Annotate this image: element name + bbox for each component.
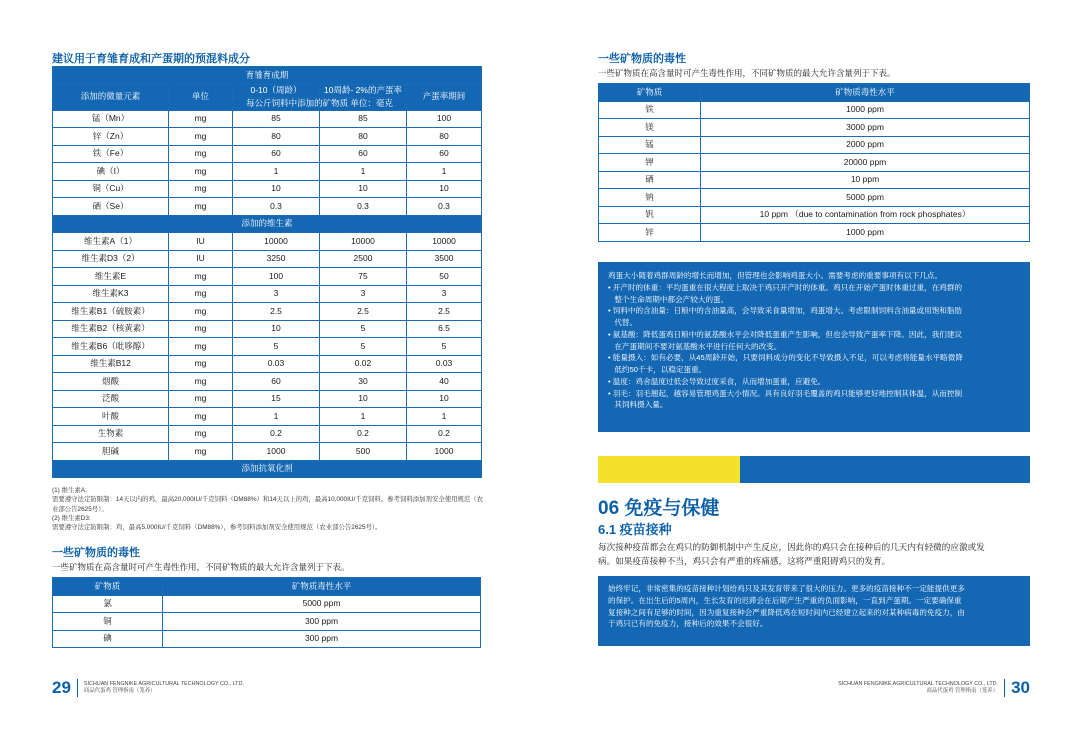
cell-unit: mg xyxy=(169,303,233,321)
cell-unit: mg xyxy=(169,320,233,338)
cell-c: 0.2 xyxy=(407,425,482,443)
vaccine-line: 的保护。在出生后的5周内，生长发育的迟滞会在后期产生严重的负面影响，一直到产蛋期。一定要确保重 xyxy=(608,595,962,605)
col-unit: 单位 xyxy=(169,84,233,110)
tox-row xyxy=(599,119,1030,137)
vitamin-header: 添加的维生素 xyxy=(53,215,482,233)
cell-a: 2.5 xyxy=(233,303,320,321)
vitamin-row xyxy=(53,390,482,408)
cell-unit: IU xyxy=(169,233,233,251)
note2-title: (2) 维生素D3: xyxy=(52,514,91,522)
left-tox-desc: 一些矿物质在高含量时可产生毒性作用，不同矿物质的最大允许含量列于下表。 xyxy=(52,562,350,572)
vitamin-row xyxy=(53,355,482,373)
egg-size-line: • 氨基酸：降低蛋鸡日粮中的氨基酸水平会对降低蛋重产生影响，但也会导致产蛋率下降。因此，我们建议 xyxy=(608,329,963,339)
tox-row xyxy=(53,613,481,631)
trace-row xyxy=(53,110,482,128)
cell-name: 维生素K3 xyxy=(53,285,169,303)
trace-row xyxy=(53,128,482,146)
cell-unit: mg xyxy=(169,355,233,373)
cell-name: 碘（I） xyxy=(53,163,169,181)
tox-row xyxy=(599,154,1030,172)
cell-unit: mg xyxy=(169,425,233,443)
cell-unit: mg xyxy=(169,198,233,216)
note2-text: 需要遵守法定防限制：鸡，最高5,000IU/千克饲料（DM88%），参考饲料添加剂安全使用规范（农业部公告2625号）。 xyxy=(52,524,382,532)
vitamin-row xyxy=(53,303,482,321)
trace-row xyxy=(53,145,482,163)
cell-name: 维生素B12 xyxy=(53,355,169,373)
egg-size-line: • 羽毛：羽毛翘起，越容易管理鸡蛋大小情况。具有良好羽毛覆盖的鸡只能够更好地控制其体温，从而控制 xyxy=(608,388,963,398)
left-tox-col2: 矿物质毒性水平 xyxy=(163,578,481,596)
cell-a: 100 xyxy=(233,268,320,286)
cell-b: 5 xyxy=(320,320,407,338)
right-guide: 商品代蛋鸡 管理指南（笼养） xyxy=(926,688,999,694)
cell-c: 5 xyxy=(407,338,482,356)
left-company: SICHUAN FENGNIKE AGRICULTURAL TECHNOLOGY CO., LTD. xyxy=(83,680,244,687)
cell-m: 铜 xyxy=(53,613,163,631)
tox-row xyxy=(599,189,1030,207)
cell-c: 40 xyxy=(407,373,482,391)
cell-m: 锌 xyxy=(599,224,701,242)
cell-name: 硒（Se） xyxy=(53,198,169,216)
cell-unit: IU xyxy=(169,250,233,268)
vitamin-row xyxy=(53,233,482,251)
cell-m: 钠 xyxy=(599,189,701,207)
cell-b: 85 xyxy=(320,110,407,128)
egg-size-line: • 温度：鸡舍温度过低会导致过度采食，从而增加蛋重，应避免。 xyxy=(608,376,826,386)
vitamin-row xyxy=(53,338,482,356)
cell-unit: mg xyxy=(169,285,233,303)
egg-size-line: 整个生命周期中都会产较大的蛋。 xyxy=(608,294,729,304)
cell-c: 80 xyxy=(407,128,482,146)
cell-b: 1 xyxy=(320,163,407,181)
cell-a: 60 xyxy=(233,145,320,163)
vitamin-row xyxy=(53,443,482,461)
cell-c: 50 xyxy=(407,268,482,286)
cell-c: 2.5 xyxy=(407,303,482,321)
section-color-bar xyxy=(598,456,1030,483)
cell-unit: mg xyxy=(169,408,233,426)
cell-b: 10 xyxy=(320,390,407,408)
premix-table xyxy=(52,66,481,478)
sub-header: 每公斤饲料中添加的矿物质 单位：毫克 xyxy=(233,97,407,110)
cell-name: 维生素A（1） xyxy=(53,233,169,251)
right-company: SICHUAN FENGNIKE AGRICULTURAL TECHNOLOGY CO., LTD. xyxy=(838,680,999,687)
cell-m: 氯 xyxy=(53,595,163,613)
cell-v: 10 ppm xyxy=(701,171,1030,189)
vitamin-row xyxy=(53,408,482,426)
cell-name: 泛酸 xyxy=(53,390,169,408)
cell-c: 0.3 xyxy=(407,198,482,216)
cell-unit: mg xyxy=(169,163,233,181)
cell-m: 锰 xyxy=(599,136,701,154)
cell-a: 10000 xyxy=(233,233,320,251)
cell-c: 1000 xyxy=(407,443,482,461)
cell-a: 3250 xyxy=(233,250,320,268)
tox-row xyxy=(599,206,1030,224)
egg-size-line: 其饲料摄入量。 xyxy=(608,400,668,410)
cell-unit: mg xyxy=(169,180,233,198)
cell-a: 1 xyxy=(233,408,320,426)
cell-name: 生物素 xyxy=(53,425,169,443)
cell-name: 锰（Mn） xyxy=(53,110,169,128)
note1-text: 需要遵守法定防限制：14天以内的鸡，最高20,000IU/千克饲料（DM88%）和14天以上的鸡，最高10,000IU/千克饲料。参考饲料添加剂安全使用规范（农业部公告2625号）。 xyxy=(52,496,484,513)
cell-m: 碘 xyxy=(53,630,163,648)
cell-name: 维生素B2（核黄素） xyxy=(53,320,169,338)
cell-c: 10000 xyxy=(407,233,482,251)
cell-name: 铁（Fe） xyxy=(53,145,169,163)
cell-b: 80 xyxy=(320,128,407,146)
vitamin-row xyxy=(53,285,482,303)
cell-v: 1000 ppm xyxy=(701,101,1030,119)
egg-size-line: 在产蛋期间不要对氨基酸水平进行任何大的改变。 xyxy=(608,341,782,351)
col-laying: 产蛋率期间 xyxy=(407,84,482,110)
egg-size-line: 低约50千卡，以稳定蛋重。 xyxy=(608,365,707,375)
cell-a: 5 xyxy=(233,338,320,356)
cell-b: 1 xyxy=(320,408,407,426)
left-page-number: 29 xyxy=(52,678,71,697)
cell-b: 0.2 xyxy=(320,425,407,443)
cell-a: 0.2 xyxy=(233,425,320,443)
cell-unit: mg xyxy=(169,128,233,146)
cell-c: 0.03 xyxy=(407,355,482,373)
paragraph-line: 病。如果疫苗接种不当，鸡只会有严重的疼痛感，这将严重阻碍鸡只的发育。 xyxy=(598,556,891,567)
tox-row xyxy=(53,630,481,648)
cell-c: 1 xyxy=(407,163,482,181)
cell-v: 2000 ppm xyxy=(701,136,1030,154)
tox-row xyxy=(599,136,1030,154)
right-page xyxy=(540,0,1080,732)
cell-unit: mg xyxy=(169,390,233,408)
col-0-10: 0-10（周龄） xyxy=(233,84,320,97)
cell-a: 1000 xyxy=(233,443,320,461)
cell-b: 500 xyxy=(320,443,407,461)
tox-row xyxy=(599,171,1030,189)
cell-m: 钾 xyxy=(599,154,701,172)
cell-c: 3500 xyxy=(407,250,482,268)
cell-v: 5000 ppm xyxy=(163,595,481,613)
cell-v: 300 ppm xyxy=(163,613,481,631)
vaccine-box xyxy=(598,576,1030,646)
cell-c: 3 xyxy=(407,285,482,303)
cell-a: 60 xyxy=(233,373,320,391)
cell-a: 0.3 xyxy=(233,198,320,216)
cell-name: 维生素D3（2） xyxy=(53,250,169,268)
cell-m: 钒 xyxy=(599,206,701,224)
cell-v: 5000 ppm xyxy=(701,189,1030,207)
cell-a: 10 xyxy=(233,320,320,338)
cell-name: 胆碱 xyxy=(53,443,169,461)
left-footer xyxy=(52,678,244,698)
antioxidant-header: 添加抗氧化剂 xyxy=(53,460,482,478)
cell-a: 85 xyxy=(233,110,320,128)
cell-b: 60 xyxy=(320,145,407,163)
cell-c: 10 xyxy=(407,390,482,408)
vitamin-row xyxy=(53,320,482,338)
cell-b: 3 xyxy=(320,285,407,303)
cell-c: 6.5 xyxy=(407,320,482,338)
cell-v: 300 ppm xyxy=(163,630,481,648)
egg-size-line: • 饲料中的含油量：日粮中的含油量高，会导致采食量增加，鸡蛋增大。考虑限制饲料含油量或用饱和脂肪 xyxy=(608,306,963,316)
cell-v: 10 ppm （due to contamination from rock phosphates） xyxy=(701,206,1030,224)
cell-c: 100 xyxy=(407,110,482,128)
egg-size-line: 鸡蛋大小随着鸡群周龄的增长而增加，但管理也会影响鸡蛋大小。需要考虑的重要事项有以下几点。 xyxy=(608,271,943,280)
cell-a: 10 xyxy=(233,180,320,198)
note1-title: (1) 维生素A: xyxy=(52,487,87,494)
egg-size-box xyxy=(598,262,1030,432)
paragraph-line: 每次接种疫苗都会在鸡只的防御机制中产生反应，因此你的鸡只会在接种后的几天内有轻微的应激或发 xyxy=(598,542,985,552)
right-tox-table xyxy=(598,83,1030,242)
section-title: 06 免疫与保健 xyxy=(598,498,720,519)
left-tox-title: 一些矿物质的毒性 xyxy=(52,547,140,559)
cell-name: 叶酸 xyxy=(53,408,169,426)
cell-m: 铁 xyxy=(599,101,701,119)
cell-a: 1 xyxy=(233,163,320,181)
right-tox-title: 一些矿物质的毒性 xyxy=(598,53,686,65)
footnotes xyxy=(52,486,484,532)
right-tox-col1: 矿物质 xyxy=(599,84,701,102)
right-footer xyxy=(838,678,1030,698)
trace-row xyxy=(53,180,482,198)
cell-name: 铜（Cu） xyxy=(53,180,169,198)
cell-c: 10 xyxy=(407,180,482,198)
vitamin-row xyxy=(53,425,482,443)
left-tox-table xyxy=(52,577,481,648)
trace-row xyxy=(53,198,482,216)
cell-v: 1000 ppm xyxy=(701,224,1030,242)
cell-name: 维生素B1（硫胺素） xyxy=(53,303,169,321)
col-additive: 添加的微量元素 xyxy=(53,84,169,110)
cell-c: 60 xyxy=(407,145,482,163)
egg-size-line: • 开产时的体重：平均蛋重在很大程度上取决于鸡只开产时的体重。鸡只在开始产蛋时体重过重，在鸡群的 xyxy=(608,282,963,292)
vaccine-line: 于鸡只已有的免疫力，接种后的效果不会很好。 xyxy=(608,619,768,629)
cell-m: 硒 xyxy=(599,171,701,189)
tox-row xyxy=(53,595,481,613)
cell-b: 30 xyxy=(320,373,407,391)
right-page-number: 30 xyxy=(1011,678,1030,697)
egg-size-line: • 能量摄入：如有必要，从45周龄开始，只要饲料成分的变化不导致摄入不足，可以考虑将能量水平略微降 xyxy=(608,353,963,363)
cell-name: 维生素B6（吡哆醇） xyxy=(53,338,169,356)
cell-a: 0.03 xyxy=(233,355,320,373)
col-10-2pct: 10周龄- 2%的产蛋率 xyxy=(320,84,407,97)
vitamin-row xyxy=(53,268,482,286)
cell-unit: mg xyxy=(169,268,233,286)
vaccine-line: 始终牢记，非常密集的疫苗接种计划给鸡只及其发育带来了很大的压力。更多的疫苗接种不一定能提供更多 xyxy=(608,584,965,593)
cell-c: 1 xyxy=(407,408,482,426)
vitamin-row xyxy=(53,373,482,391)
cell-unit: mg xyxy=(169,443,233,461)
cell-a: 80 xyxy=(233,128,320,146)
tox-row xyxy=(599,224,1030,242)
vaccine-paragraph xyxy=(598,540,1038,568)
cell-b: 5 xyxy=(320,338,407,356)
right-tox-col2: 矿物质毒性水平 xyxy=(701,84,1030,102)
cell-unit: mg xyxy=(169,110,233,128)
cell-v: 3000 ppm xyxy=(701,119,1030,137)
egg-size-line: 代替。 xyxy=(608,318,638,328)
sub-title: 6.1 疫苗接种 xyxy=(598,522,672,537)
left-tox-col1: 矿物质 xyxy=(53,578,163,596)
cell-unit: mg xyxy=(169,145,233,163)
trace-row xyxy=(53,163,482,181)
cell-b: 10 xyxy=(320,180,407,198)
cell-name: 锌（Zn） xyxy=(53,128,169,146)
vitamin-row xyxy=(53,250,482,268)
top-header: 育雏育成期 xyxy=(53,67,482,85)
cell-b: 2500 xyxy=(320,250,407,268)
cell-b: 75 xyxy=(320,268,407,286)
premix-title: 建议用于育雏育成和产蛋期的预混料成分 xyxy=(52,53,250,65)
cell-name: 维生素E xyxy=(53,268,169,286)
cell-unit: mg xyxy=(169,338,233,356)
vaccine-line: 复接种之间有足够的时间，因为重复接种会严重降低鸡在短时间内已经建立起来的对某种病毒的免疫力，由 xyxy=(608,607,965,617)
cell-b: 0.3 xyxy=(320,198,407,216)
left-guide: 商品代蛋鸡 管理指南（笼养） xyxy=(83,688,156,694)
right-tox-desc: 一些矿物质在高含量时可产生毒性作用，不同矿物质的最大允许含量列于下表。 xyxy=(598,68,896,78)
cell-b: 2.5 xyxy=(320,303,407,321)
cell-b: 0.02 xyxy=(320,355,407,373)
cell-b: 10000 xyxy=(320,233,407,251)
cell-name: 烟酸 xyxy=(53,373,169,391)
cell-a: 3 xyxy=(233,285,320,303)
tox-row xyxy=(599,101,1030,119)
cell-unit: mg xyxy=(169,373,233,391)
cell-v: 20000 ppm xyxy=(701,154,1030,172)
cell-a: 15 xyxy=(233,390,320,408)
cell-m: 镁 xyxy=(599,119,701,137)
